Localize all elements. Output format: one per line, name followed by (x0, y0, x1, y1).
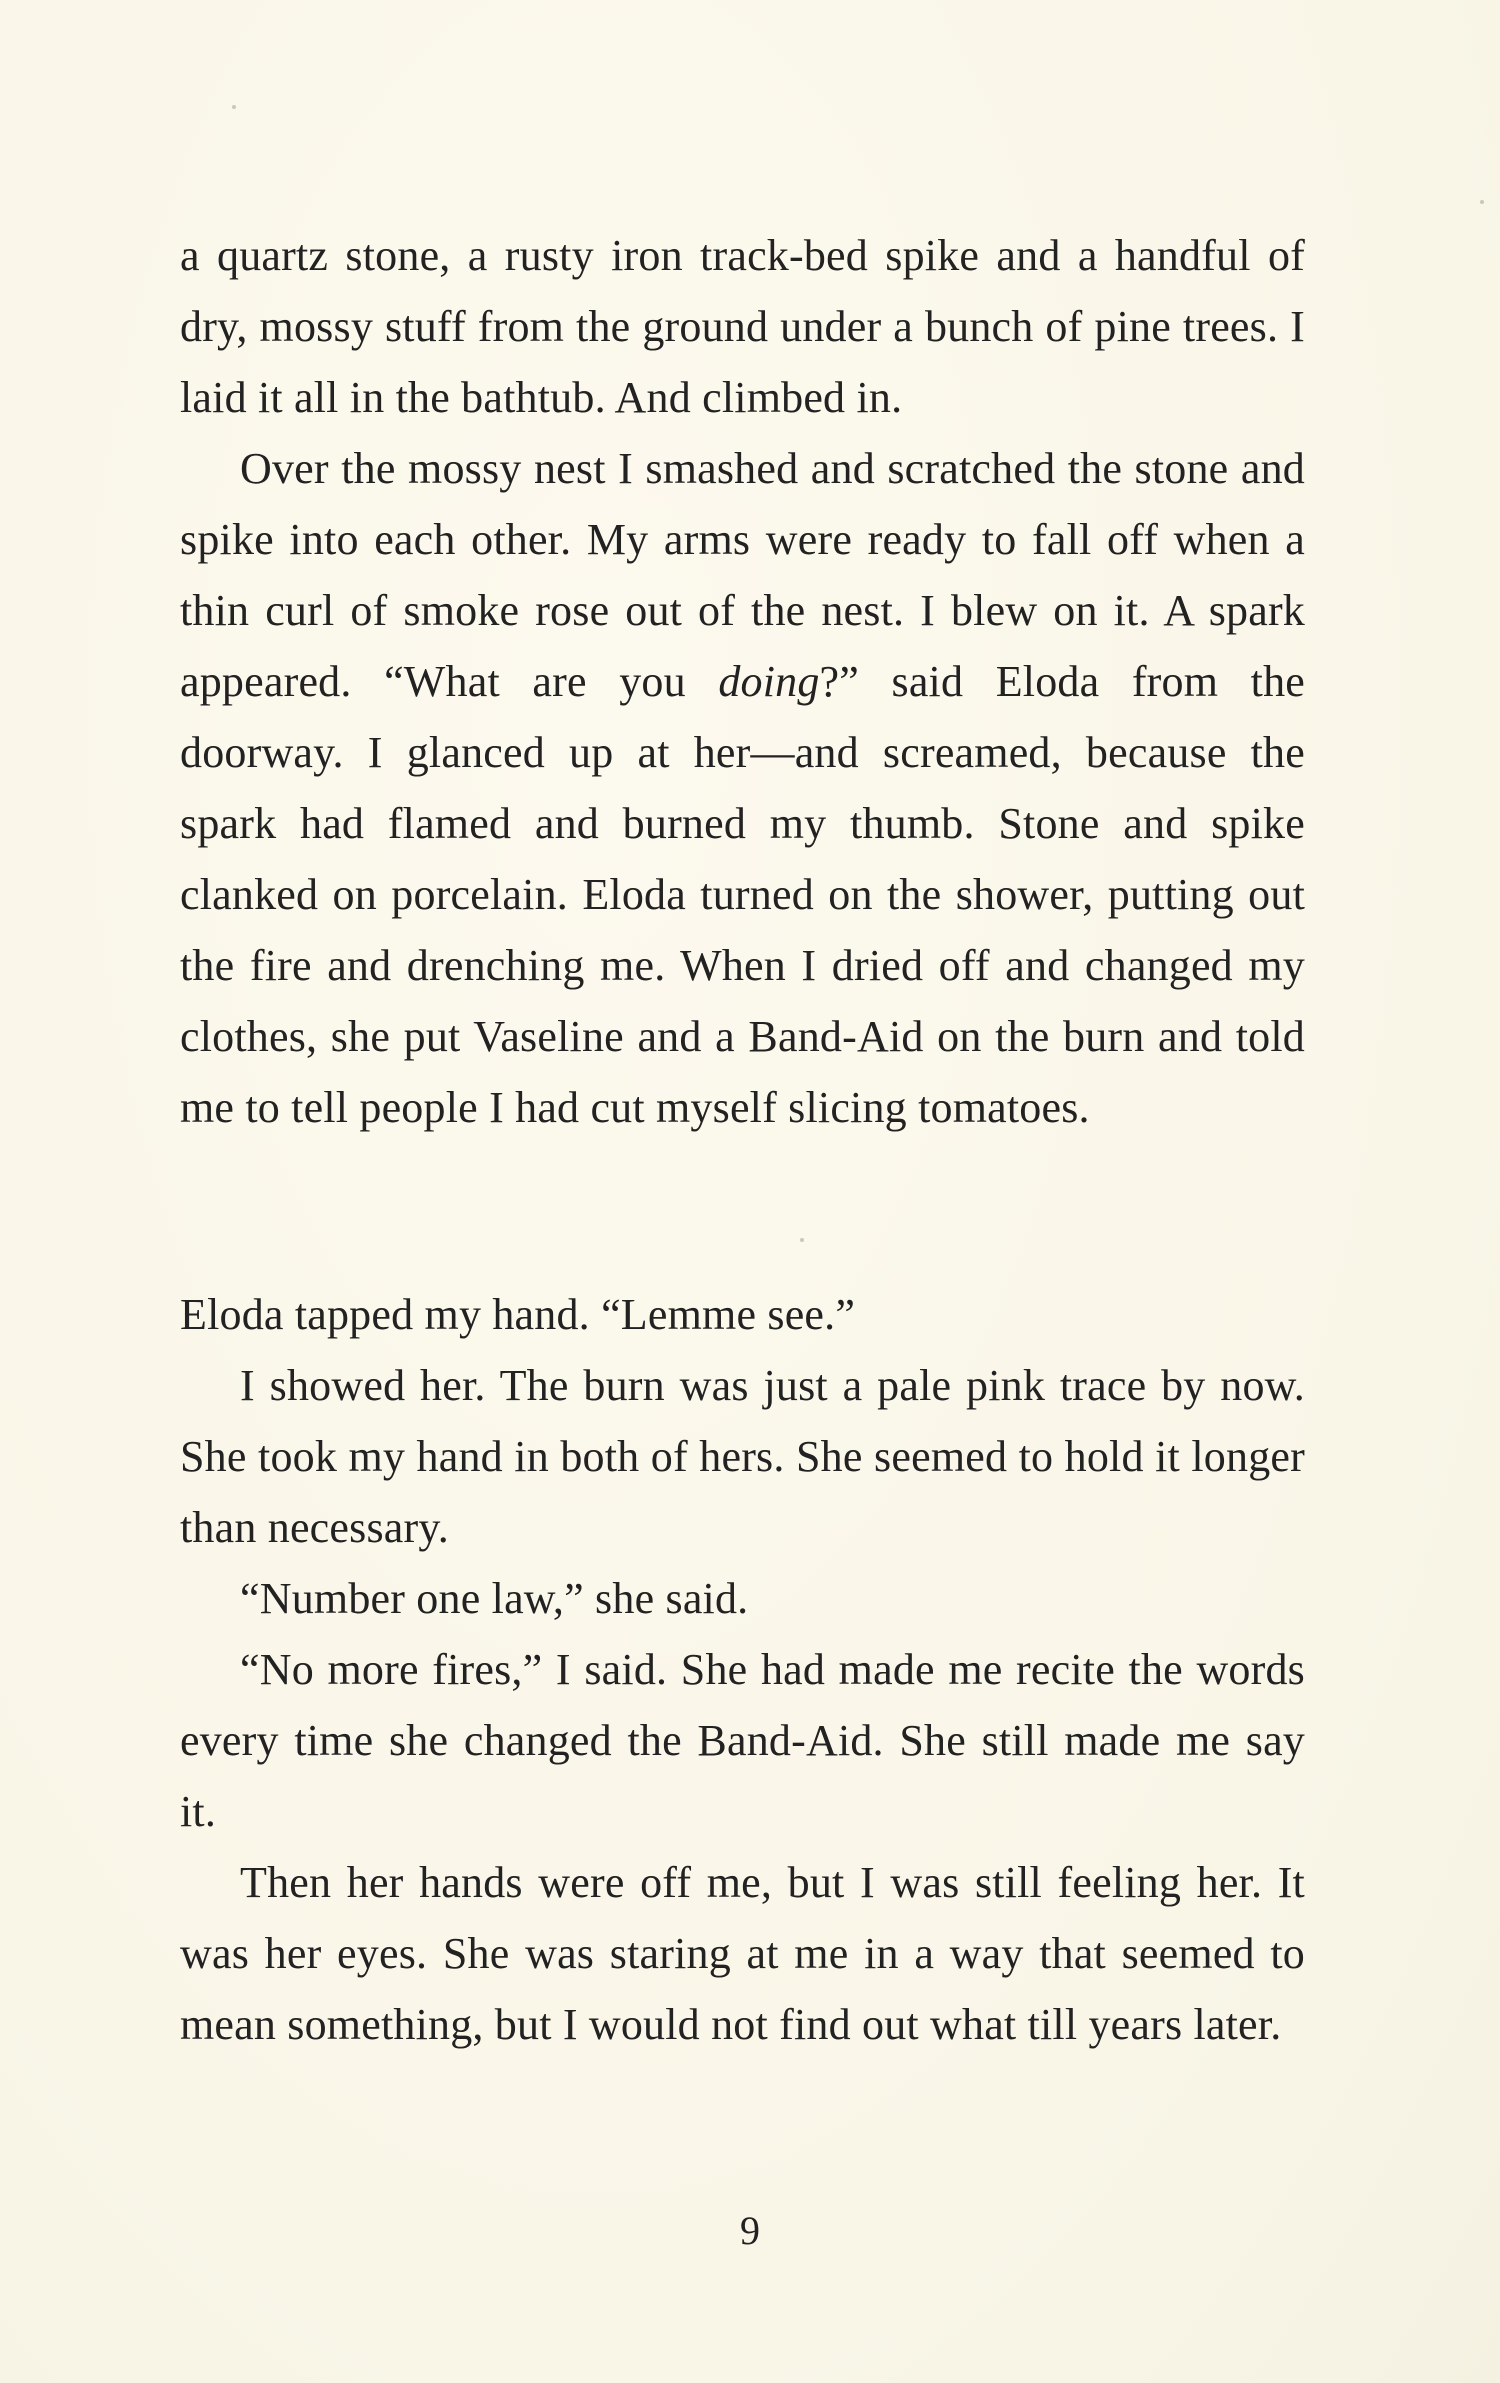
paragraph-7: Then her hands were off me, but I was still feeling her. It was her eyes. She was staring at me in a way that seemed to mean something, but I would not find out what till years later. (180, 1858, 1305, 2049)
paper-speck (800, 1238, 804, 1242)
paper-speck (232, 105, 236, 109)
paragraph-2-start: Over the mossy nest I smashed and scratched the stone and spike into each other. My arms were ready to fall off when a thin curl of smoke rose out of the nest. I blew on it. A spark appeared. “What are you (180, 444, 1305, 706)
paragraph-1: a quartz stone, a rusty iron track-bed spike and a handful of dry, mossy stuff from the ground under a bunch of pine trees. I laid it all in the bathtub. And climbed in. (180, 231, 1305, 422)
page-number: 9 (740, 2208, 760, 2253)
paragraph-5: “Number one law,” she said. (240, 1574, 749, 1623)
paragraph-2 (180, 433, 1305, 1143)
paragraph-4: I showed her. The burn was just a pale pink trace by now. She took my hand in both of hers. She seemed to hold it longer than necessary. (180, 1361, 1305, 1552)
paragraph-2-end: ?” said Eloda from the doorway. I glanced up at her—and screamed, because the spark had flamed and burned my thumb. Stone and spike clanked on porcelain. Eloda turned on the shower, putting out the fire and drenching me. When I dried off and changed my clothes, she put Vaseline and a Band-Aid on the burn and told me to tell people I had cut myself slicing tomatoes. (180, 657, 1306, 1132)
paragraph-6: “No more fires,” I said. She had made me recite the words every time she changed the Band-Aid. She still made me say it. (180, 1645, 1305, 1836)
emphasis-doing: doing (718, 657, 820, 706)
section-two (180, 1279, 1305, 2060)
section-one (180, 220, 1305, 1143)
paragraph-3: Eloda tapped my hand. “Lemme see.” (180, 1290, 856, 1339)
paper-speck (1480, 200, 1484, 204)
